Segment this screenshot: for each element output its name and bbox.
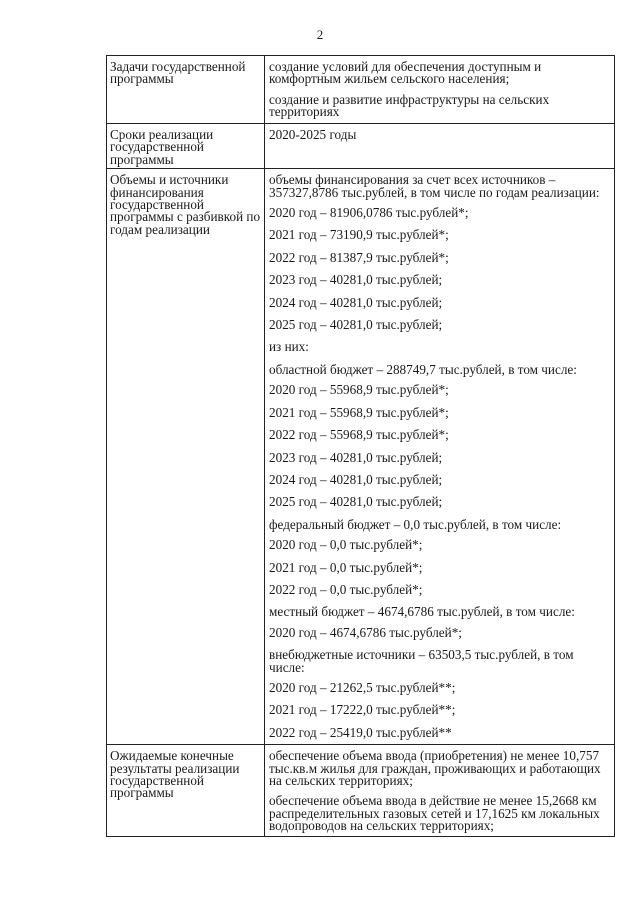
program-passport-table <box>106 55 615 837</box>
table-row-tasks <box>107 56 615 124</box>
table-row-terms <box>107 124 615 169</box>
content-item: 2020 год – 0,0 тыс.рублей*; <box>269 537 423 553</box>
page-number: 2 <box>316 27 324 42</box>
content-item: 2022 год – 55968,9 тыс.рублей*; <box>269 427 449 443</box>
content-item: 2020-2025 годы <box>269 127 357 142</box>
content-item: внебюджетные источники – 63503,5 тыс.рублей, в том числе: <box>269 647 574 675</box>
content-item: 2025 год – 40281,0 тыс.рублей; <box>269 317 443 333</box>
content-item: областной бюджет – 288749,7 тыс.рублей, в том числе: <box>269 361 577 377</box>
content-item: 2023 год – 40281,0 тыс.рублей; <box>269 272 443 288</box>
content-item: 2021 год – 73190,9 тыс.рублей*; <box>269 227 449 243</box>
content-item: обеспечение объема ввода (приобретения) не менее 10,757 тыс.кв.м жилья для граждан, проживающих и работающих на сельских территориях; <box>269 748 601 788</box>
content-item: федеральный бюджет – 0,0 тыс.рублей, в том числе: <box>269 516 562 532</box>
row-label: Сроки реализации государственной программы <box>107 124 265 169</box>
row-content <box>265 56 615 124</box>
content-item: 2020 год – 55968,9 тыс.рублей*; <box>269 382 449 398</box>
row-label: Объемы и источники финансирования государственной программы с разбивкой по годам реализации <box>107 169 265 745</box>
table-row-financing <box>107 169 615 745</box>
content-item: 2021 год – 0,0 тыс.рублей*; <box>269 559 423 575</box>
content-item: 2024 год – 40281,0 тыс.рублей; <box>269 294 443 310</box>
row-label: Ожидаемые конечные результаты реализации государственной программы <box>107 745 265 836</box>
content-item: 2022 год – 0,0 тыс.рублей*; <box>269 581 423 597</box>
content-item: местный бюджет – 4674,6786 тыс.рублей, в том числе: <box>269 604 575 620</box>
content-item: 2020 год – 4674,6786 тыс.рублей*; <box>269 624 462 640</box>
content-item: 2020 год – 21262,5 тыс.рублей**; <box>269 679 456 695</box>
content-item: 2020 год – 81906,0786 тыс.рублей*; <box>269 205 469 221</box>
content-item: обеспечение объема ввода в действие не менее 15,2668 км распределительных газовых сетей и 17,1625 км локальных водопроводов на сельских территориях; <box>269 793 600 834</box>
content-item: 2022 год – 25419,0 тыс.рублей** <box>269 724 452 740</box>
row-content <box>265 169 615 745</box>
content-item: 2021 год – 17222,0 тыс.рублей**; <box>269 702 456 718</box>
content-item: создание условий для обеспечения доступным и комфортным жильем сельского населения; <box>269 59 542 87</box>
table-row-results <box>107 745 615 836</box>
content-item: 2022 год – 81387,9 тыс.рублей*; <box>269 249 449 265</box>
row-content <box>265 745 615 836</box>
content-item: создание и развитие инфраструктуры на сельских территориях <box>269 91 550 120</box>
row-content <box>265 124 615 169</box>
content-item: объемы финансирования за счет всех источников – 357327,8786 тыс.рублей, в том числе по годам реализации: <box>269 172 600 200</box>
row-label: Задачи государственной программы <box>107 56 265 124</box>
content-item: 2025 год – 40281,0 тыс.рублей; <box>269 494 443 510</box>
content-item: из них: <box>269 339 309 355</box>
content-item: 2023 год – 40281,0 тыс.рублей; <box>269 449 443 465</box>
content-item: 2024 год – 40281,0 тыс.рублей; <box>269 471 443 487</box>
content-item: 2021 год – 55968,9 тыс.рублей*; <box>269 404 449 420</box>
